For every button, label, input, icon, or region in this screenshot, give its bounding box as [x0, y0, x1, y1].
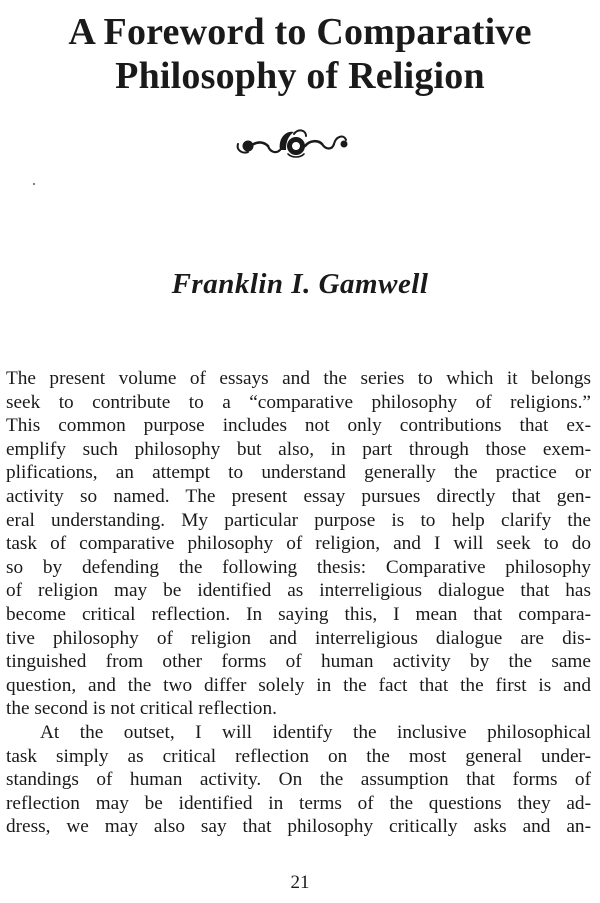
paragraph-1-line: eral understanding. My particular purpose is to help clarify the	[6, 509, 591, 531]
paragraph-1-line: become critical reflection. In saying this, I mean that compara-	[6, 603, 591, 625]
paragraph-1-line: of religion may be identified as interreligious dialogue that has	[6, 580, 591, 602]
paragraph-1-line: question, and the two differ solely in the fact that the first is and	[6, 674, 591, 696]
paragraph-1-line: activity so named. The present essay pursues directly that gen-	[6, 485, 591, 507]
chapter-title-line-2: Philosophy of Religion	[115, 55, 485, 97]
paragraph-1-line: emplify such philosophy but also, in part through those exem-	[6, 438, 591, 460]
paragraph-1-line: The present volume of essays and the series to which it belongs	[6, 368, 591, 389]
author-name: Franklin I. Gamwell	[171, 268, 429, 300]
paragraph-1-line: task of comparative philosophy of religion, and I will seek to do	[6, 533, 591, 555]
paragraph-1-line: This common purpose includes not only contributions that ex-	[6, 415, 591, 437]
paragraph-1-line: the second is not critical reflection.	[6, 698, 277, 720]
paragraph-2-line: task simply as critical reflection on the most general under-	[6, 745, 591, 767]
body-text	[6, 367, 591, 839]
chapter-title	[0, 10, 600, 98]
paragraph-2-line: reflection may be identified in terms of the questions they ad-	[6, 792, 591, 814]
paragraph-1-line: tive philosophy of religion and interreligious dialogue are dis-	[6, 627, 591, 649]
page-number: 21	[290, 872, 310, 893]
paragraph-2-line: standings of human activity. On the assumption that forms of	[6, 769, 591, 791]
paragraph-1-line: tinguished from other forms of human activity by the same	[6, 651, 591, 673]
paragraph-1-line: seek to contribute to a “comparative philosophy of religions.”	[6, 391, 591, 413]
print-speck	[33, 183, 35, 185]
fleuron-ornament-icon	[228, 124, 358, 164]
paragraph-1-line: so by defending the following thesis: Comparative philosophy	[6, 556, 591, 578]
paragraph-1-line: plifications, an attempt to understand generally the practice or	[6, 462, 591, 484]
paragraph-2-line: dress, we may also say that philosophy critically asks and an-	[6, 816, 591, 838]
chapter-title-line-1: A Foreword to Comparative	[68, 11, 532, 53]
paragraph-2-line: At the outset, I will identify the inclusive philosophical	[40, 721, 591, 743]
